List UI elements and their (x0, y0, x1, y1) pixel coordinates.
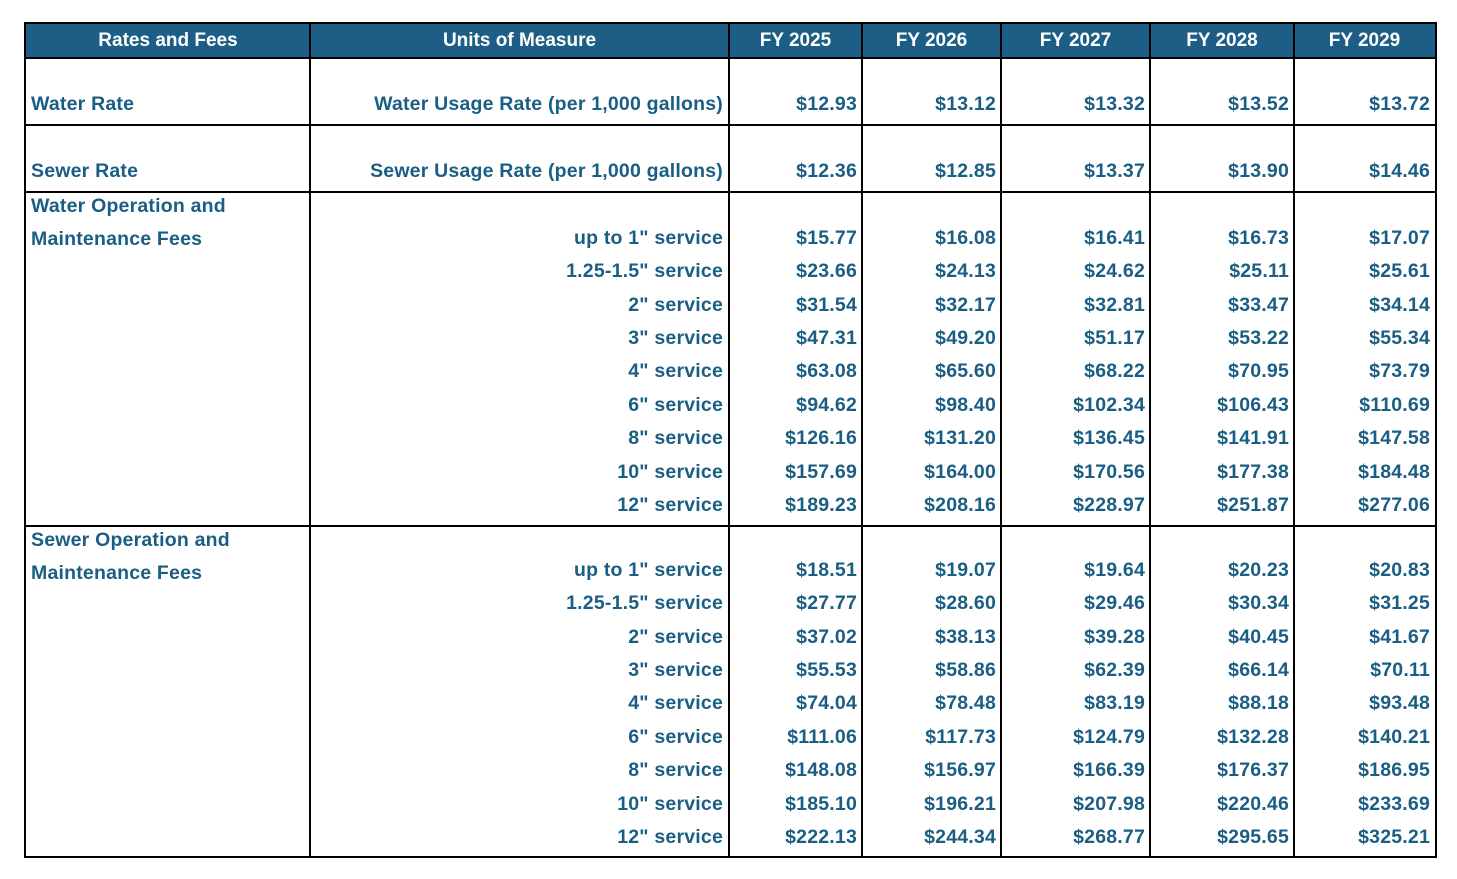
fee-value-fy2028: $251.87 (1217, 494, 1289, 516)
header-fy-2027: FY 2027 (1039, 30, 1112, 51)
section-label: Maintenance Fees (31, 228, 203, 251)
fee-value-fy2025: $222.13 (785, 826, 857, 848)
fee-value-fy2026: $208.16 (924, 494, 996, 516)
fee-value-fy2027: $16.41 (1084, 226, 1145, 249)
section-label: Water Operation and (31, 195, 226, 217)
fee-value-fy2026: $131.20 (924, 427, 996, 450)
fee-value-fy2028: $220.46 (1217, 792, 1289, 815)
unit-of-measure: 4" service (628, 692, 723, 715)
section-block (26, 192, 1435, 526)
fee-value-fy2029: $233.69 (1358, 792, 1430, 815)
fee-value-fy2025: $23.66 (796, 260, 857, 283)
fee-value-fy2025: $74.04 (796, 692, 857, 715)
fee-value-fy2025: $94.62 (796, 393, 857, 416)
fee-value-fy2026: $117.73 (925, 725, 996, 748)
section-block (26, 125, 1435, 192)
fee-value-fy2027: $29.46 (1084, 592, 1145, 615)
fee-value-fy2025: $126.16 (785, 427, 857, 450)
fee-value-fy2026: $65.60 (935, 360, 996, 383)
unit-of-measure: Water Usage Rate (per 1,000 gallons) (374, 93, 723, 115)
unit-of-measure: 10" service (617, 460, 723, 483)
fee-value-fy2029: $14.46 (1369, 160, 1430, 182)
fee-value-fy2025: $157.69 (785, 460, 857, 483)
fee-value-fy2025: $12.36 (796, 160, 857, 182)
section-label: Sewer Operation and (31, 529, 230, 551)
unit-of-measure: 1.25-1.5" service (566, 592, 723, 615)
fee-value-fy2027: $32.81 (1084, 293, 1145, 316)
fee-value-fy2025: $31.54 (796, 293, 857, 316)
fee-value-fy2029: $55.34 (1369, 327, 1430, 349)
fee-value-fy2025: $111.06 (787, 725, 857, 748)
fee-value-fy2026: $196.21 (924, 792, 996, 815)
fee-value-fy2028: $88.18 (1228, 692, 1289, 715)
header-units-of-measure: Units of Measure (442, 30, 597, 51)
fee-value-fy2027: $62.39 (1084, 659, 1145, 681)
fee-value-fy2029: $31.25 (1369, 592, 1430, 615)
unit-of-measure: 8" service (628, 759, 723, 782)
unit-of-measure: 2" service (628, 293, 723, 316)
fee-value-fy2029: $13.72 (1369, 93, 1430, 115)
fee-value-fy2026: $32.17 (935, 293, 996, 316)
fee-value-fy2027: $83.19 (1084, 692, 1145, 715)
section-block (26, 526, 1435, 858)
fee-value-fy2028: $33.47 (1228, 293, 1289, 316)
fee-value-fy2029: $70.11 (1370, 659, 1430, 681)
fee-value-fy2026: $98.40 (935, 393, 996, 416)
fee-value-fy2029: $325.21 (1358, 826, 1430, 848)
unit-of-measure: 6" service (628, 725, 723, 748)
fee-value-fy2027: $166.39 (1073, 759, 1145, 782)
fee-value-fy2027: $13.37 (1084, 160, 1145, 182)
fee-value-fy2026: $164.00 (924, 460, 996, 483)
fee-value-fy2026: $24.13 (935, 260, 996, 283)
fee-value-fy2028: $176.37 (1217, 759, 1289, 782)
fee-value-fy2028: $177.38 (1217, 460, 1289, 483)
fee-value-fy2025: $63.08 (796, 360, 857, 383)
unit-of-measure: 6" service (628, 393, 723, 416)
fee-value-fy2026: $38.13 (935, 625, 996, 648)
unit-of-measure: 1.25-1.5" service (566, 260, 723, 283)
fee-value-fy2027: $51.17 (1084, 327, 1145, 349)
header-fy-2029: FY 2029 (1328, 30, 1401, 51)
fee-value-fy2029: $17.07 (1369, 226, 1430, 249)
unit-of-measure: 3" service (628, 659, 723, 681)
fee-value-fy2026: $156.97 (924, 759, 996, 782)
section-label: Water Rate (31, 93, 135, 115)
header-fy-2025: FY 2025 (759, 30, 832, 51)
fee-value-fy2026: $13.12 (935, 93, 996, 115)
unit-of-measure: 12" service (617, 826, 723, 848)
rates-and-fees-table (24, 22, 1437, 858)
fee-value-fy2028: $295.65 (1217, 826, 1289, 848)
fee-value-fy2027: $228.97 (1073, 494, 1145, 516)
fee-value-fy2029: $147.58 (1358, 427, 1430, 450)
fee-value-fy2029: $186.95 (1358, 759, 1430, 782)
fee-value-fy2027: $39.28 (1084, 625, 1145, 648)
fee-value-fy2026: $12.85 (935, 160, 996, 182)
fee-value-fy2028: $66.14 (1228, 659, 1289, 681)
unit-of-measure: 8" service (628, 427, 723, 450)
fee-value-fy2029: $20.83 (1369, 558, 1430, 581)
fee-value-fy2025: $189.23 (785, 494, 857, 516)
section-label: Maintenance Fees (31, 562, 203, 585)
fee-value-fy2028: $30.34 (1228, 592, 1289, 615)
fee-value-fy2025: $55.53 (796, 659, 857, 681)
fee-value-fy2029: $93.48 (1369, 692, 1430, 715)
fee-value-fy2027: $136.45 (1073, 427, 1145, 450)
fee-value-fy2027: $19.64 (1084, 558, 1145, 581)
fee-value-fy2028: $13.52 (1228, 93, 1289, 115)
unit-of-measure: 4" service (628, 360, 723, 383)
fee-value-fy2025: $18.51 (796, 558, 857, 581)
fee-value-fy2026: $19.07 (935, 558, 996, 581)
fee-value-fy2026: $28.60 (935, 592, 996, 615)
fee-value-fy2025: $185.10 (785, 792, 857, 815)
fee-value-fy2029: $110.69 (1359, 393, 1430, 416)
unit-of-measure: Sewer Usage Rate (per 1,000 gallons) (370, 160, 723, 182)
unit-of-measure: 12" service (617, 494, 723, 516)
fee-value-fy2029: $41.67 (1369, 625, 1430, 648)
fee-value-fy2026: $49.20 (935, 327, 996, 349)
section-label: Sewer Rate (31, 160, 139, 182)
fee-value-fy2029: $34.14 (1369, 293, 1430, 316)
header-fy-2026: FY 2026 (895, 30, 968, 51)
unit-of-measure: up to 1" service (573, 558, 723, 581)
section-block (26, 59, 1435, 125)
fee-value-fy2029: $184.48 (1358, 460, 1430, 483)
fee-value-fy2027: $24.62 (1084, 260, 1145, 283)
fee-value-fy2027: $124.79 (1073, 725, 1145, 748)
fee-value-fy2028: $141.91 (1217, 427, 1289, 450)
fee-value-fy2028: $13.90 (1228, 160, 1289, 182)
unit-of-measure: 10" service (617, 792, 723, 815)
unit-of-measure: up to 1" service (573, 226, 723, 249)
fee-value-fy2027: $170.56 (1073, 460, 1145, 483)
header-rates-and-fees: Rates and Fees (98, 30, 238, 51)
fee-value-fy2025: $12.93 (796, 93, 857, 115)
fee-value-fy2029: $25.61 (1369, 260, 1430, 283)
fee-value-fy2025: $148.08 (785, 759, 857, 782)
fee-value-fy2029: $73.79 (1369, 360, 1430, 383)
fee-value-fy2026: $58.86 (935, 659, 996, 681)
fee-value-fy2026: $244.34 (924, 826, 996, 848)
fee-value-fy2028: $20.23 (1228, 558, 1289, 581)
fee-value-fy2026: $16.08 (935, 226, 996, 249)
fee-value-fy2028: $106.43 (1217, 393, 1289, 416)
fee-value-fy2027: $102.34 (1073, 393, 1145, 416)
fee-value-fy2029: $140.21 (1358, 725, 1430, 748)
header-fy-2028: FY 2028 (1186, 30, 1258, 51)
fee-value-fy2029: $277.06 (1358, 494, 1430, 516)
fee-value-fy2027: $268.77 (1073, 826, 1145, 848)
fee-value-fy2027: $13.32 (1084, 93, 1145, 115)
fee-value-fy2028: $40.45 (1228, 625, 1289, 648)
fee-value-fy2027: $207.98 (1073, 792, 1145, 815)
fee-value-fy2028: $16.73 (1228, 226, 1289, 249)
fee-value-fy2025: $27.77 (796, 592, 857, 615)
fee-value-fy2028: $132.28 (1217, 725, 1289, 748)
fee-value-fy2028: $53.22 (1228, 327, 1289, 349)
unit-of-measure: 3" service (628, 327, 723, 349)
fee-value-fy2026: $78.48 (935, 692, 996, 715)
fee-value-fy2027: $68.22 (1084, 360, 1145, 383)
unit-of-measure: 2" service (628, 625, 723, 648)
table-header-row (26, 24, 1435, 57)
fee-value-fy2025: $37.02 (796, 625, 857, 648)
fee-value-fy2028: $25.11 (1229, 260, 1289, 283)
fee-value-fy2025: $15.77 (796, 226, 857, 249)
fee-value-fy2025: $47.31 (796, 327, 857, 349)
fee-value-fy2028: $70.95 (1228, 360, 1289, 383)
